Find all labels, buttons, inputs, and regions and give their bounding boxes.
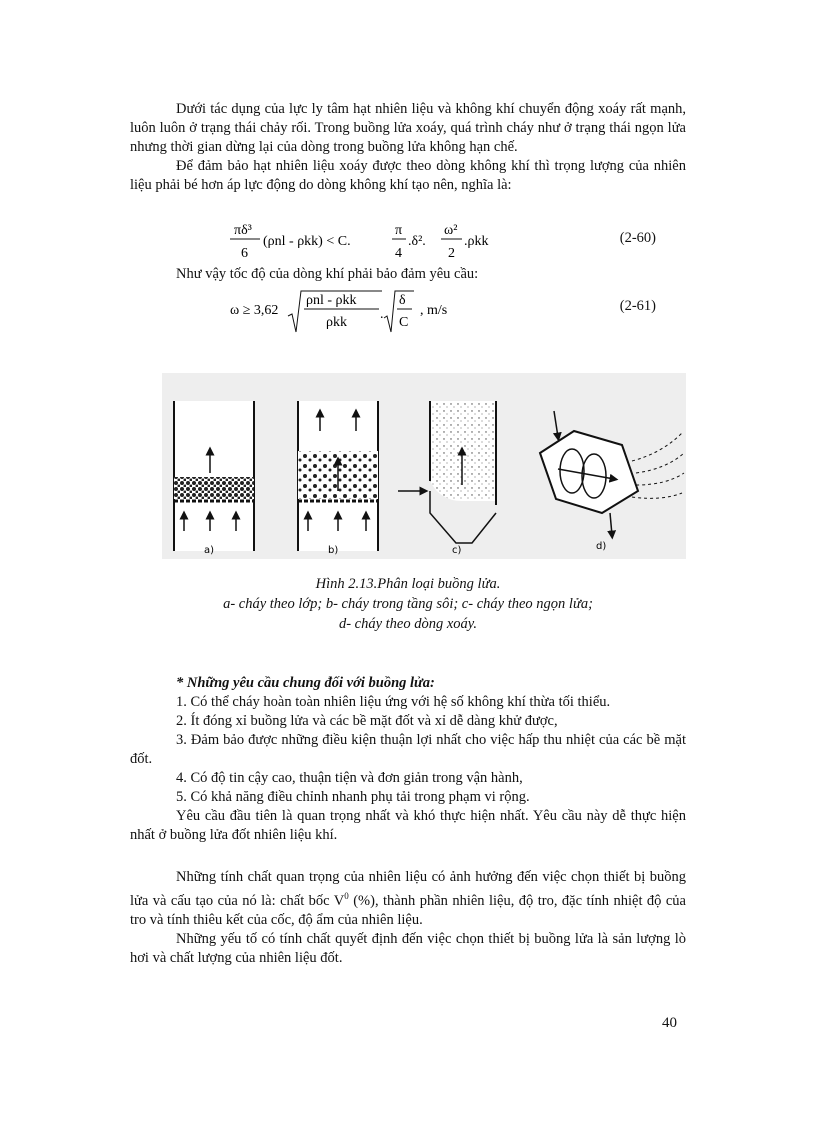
diagram-b-fluidized-bed [298, 401, 378, 551]
caption-line-3: d- cháy theo dòng xoáy. [338, 616, 478, 632]
properties-p1-part1: Những tính chất quan trọng của nhiên liệu có ảnh hưởng đến việc chọn thiết bị buồng lửa và cấu tạo của nó là: chất bốc V [130, 869, 686, 909]
equation-number-2-60: (2-60) [619, 230, 656, 246]
requirement-item-2: 2. Ít đóng xỉ buồng lửa và các bề mặt đốt và xỉ dễ dàng khử được, [176, 713, 558, 729]
eq60-four: 4 [395, 246, 402, 261]
eq60-pi: π [395, 223, 403, 238]
diagram-c-flame-burning [398, 401, 496, 543]
equation-number-2-61: (2-61) [619, 298, 656, 314]
eq60-omega2: ω² [444, 223, 458, 238]
eq61-unit: , m/s [420, 303, 448, 318]
furnace-diagrams [162, 373, 686, 559]
properties-paragraph-2: Những yếu tố có tính chất quyết định đến việc chọn thiết bị buồng lửa là sản lượng lò hơi và chất lượng của nhiên liệu đốt. [130, 930, 686, 966]
diagram-d-vortex-burning [540, 411, 684, 535]
equation-2-61 [130, 288, 686, 332]
caption-line-2: a- cháy theo lớp; b- cháy trong tầng sôi; c- cháy theo ngọn lửa; [223, 596, 593, 612]
eq60-denominator-left: 6 [241, 246, 248, 261]
figure-label-b: b) [328, 545, 339, 556]
diagram-a-layer-burning [174, 401, 254, 551]
page-number: 40 [662, 1015, 677, 1031]
requirement-item-5: 5. Có khả năng điều chỉnh nhanh phụ tải trong phạm vi rộng. [176, 789, 530, 805]
requirements-closing: Yêu cầu đầu tiên là quan trọng nhất và khó thực hiện nhất. Yêu cầu này dễ thực hiện nhất ở buồng lửa đốt nhiên liệu khí. [130, 808, 686, 843]
eq60-delta2: .δ². [408, 234, 426, 249]
requirement-item-3: 3. Đảm bảo được những điều kiện thuận lợi nhất cho việc hấp thu nhiệt của các bề mặt đốt. [130, 732, 686, 767]
eq60-middle: (ρnl - ρkk) < C. [263, 234, 351, 249]
eq61-prefix: ω ≥ 3,62 [230, 303, 279, 318]
eq61-delta: δ [399, 293, 406, 308]
eq60-two: 2 [448, 246, 455, 261]
requirements-section [130, 674, 686, 845]
eq60-rho: .ρkk [464, 234, 489, 249]
properties-p1-part2: (%), thành phần nhiên liệu, độ tro, đặc tính nhiệt độ của tro và tính thiêu kết của cốc, độ ẩm của nhiên liệu. [130, 892, 686, 928]
eq60-numerator-left: πδ³ [234, 223, 252, 238]
figure-label-d: d) [596, 541, 607, 552]
furnace-classification-figure [162, 373, 686, 559]
figure-label-c: c) [452, 545, 462, 556]
requirement-item-1: 1. Có thể cháy hoàn toàn nhiên liệu ứng với hệ số không khí thừa tối thiểu. [176, 694, 611, 710]
eq61-numerator: ρnl - ρkk [306, 293, 357, 308]
caption-title: Hình 2.13.Phân loại buồng lửa. [315, 576, 501, 592]
eq61-c: C [399, 315, 409, 330]
eq61-denominator: ρkk [326, 315, 347, 330]
figure-caption [130, 574, 686, 634]
equation-2-60-formula [130, 218, 610, 262]
intro-paragraph-1: Dưới tác dụng của lực ly tâm hạt nhiên liệu và không khí chuyển động xoáy rất mạnh, luôn luôn ở trạng thái chảy rối. Trong buồng lửa xoáy, quá trình cháy như ở trạng thái ngọn lửa nhưng thời gian dừng lại của dòng trong buồng lửa không hạn chế. [130, 101, 686, 155]
requirements-heading: * Những yêu cầu chung đối với buồng lửa: [176, 675, 435, 691]
svg-text:.: . [380, 307, 384, 322]
mid-line-section [130, 265, 686, 284]
intro-section [130, 100, 686, 195]
properties-section [130, 868, 686, 968]
properties-paragraph-1 [130, 868, 686, 930]
figure-label-a: a) [204, 545, 215, 556]
requirement-item-4: 4. Có độ tin cậy cao, thuận tiện và đơn giản trong vận hành, [176, 770, 523, 786]
equation-2-61-formula [130, 288, 610, 336]
equation-2-60 [130, 218, 686, 262]
properties-p1-superscript: 0 [344, 891, 349, 901]
intro-paragraph-2: Để đảm bảo hạt nhiên liệu xoáy được theo dòng không khí thì trọng lượng của nhiên liệu phải bé hơn áp lực động do dòng không khí tạo nên, nghĩa là: [130, 158, 686, 193]
mid-line: Như vậy tốc độ của dòng khí phải bảo đảm yêu cầu: [176, 266, 479, 282]
